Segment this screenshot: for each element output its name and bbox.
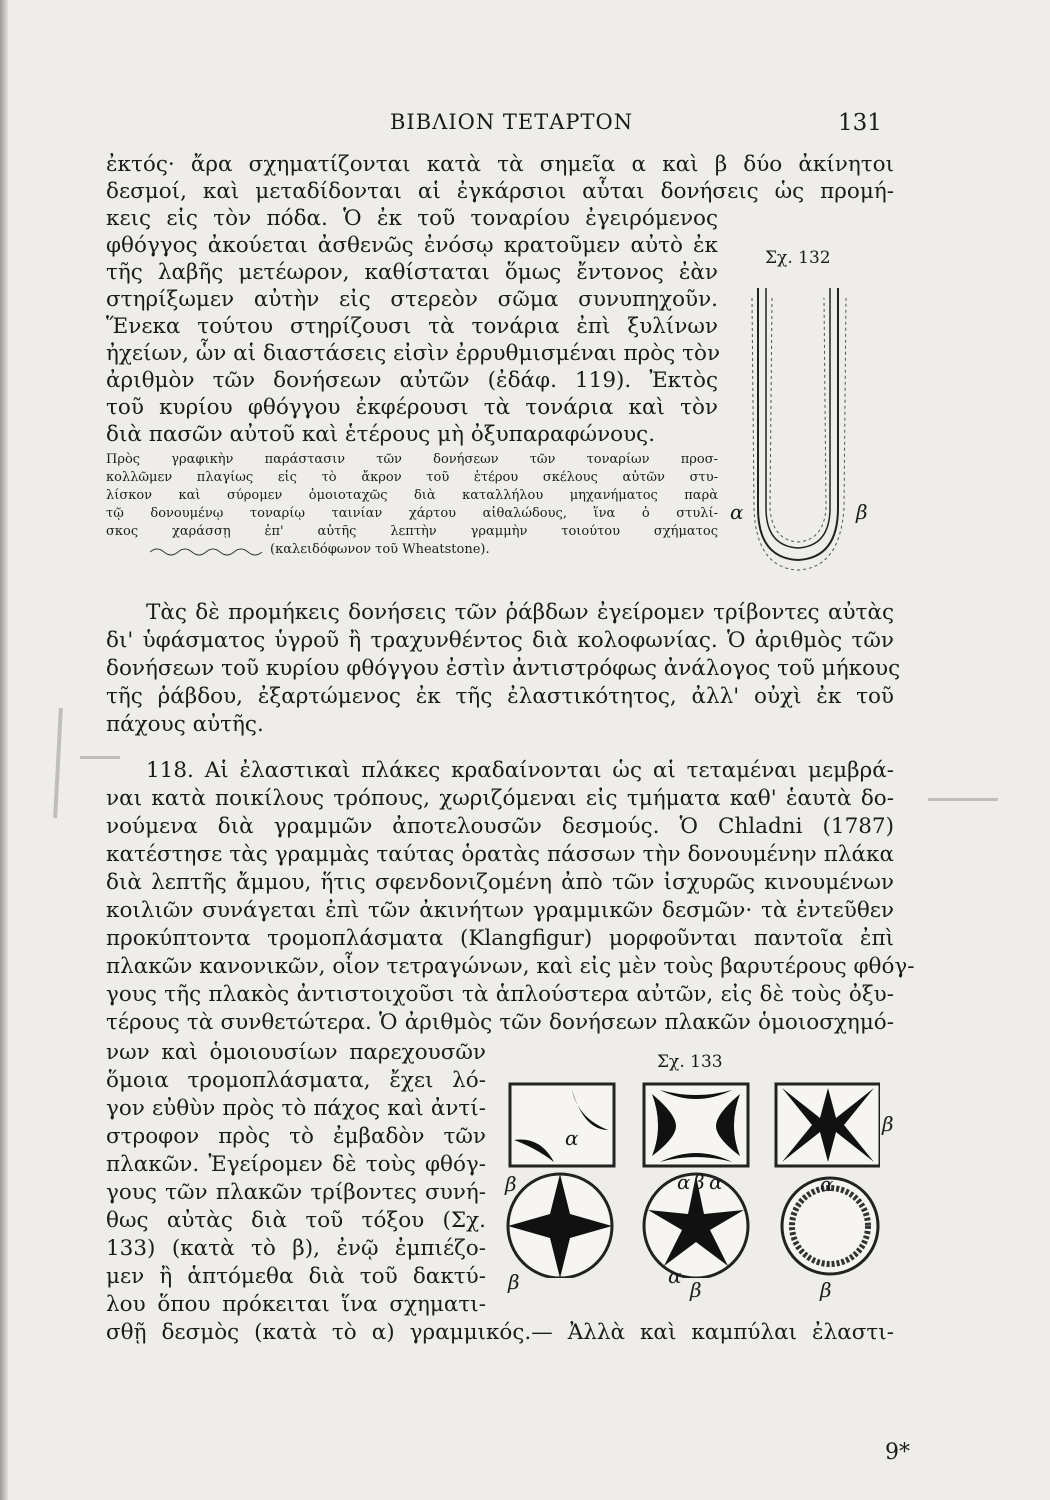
pencil-mark — [80, 756, 120, 759]
figure-133-letter: β — [693, 1170, 705, 1194]
page-number: 131 — [838, 110, 882, 136]
text-line: κατέστησε τὰς γραμμὰς ταύτας ὁρατὰς πάσσων τὴν δονουμένην πλάκα — [106, 842, 894, 867]
text-line: στηρίξωμεν αὐτὴν εἰς στερεὸν σῶμα συνυπηχοῦν. — [106, 287, 718, 312]
text-line: σθῇ δεσμὸς (κατὰ τὸ α) γραμμικός.— Ἀλλὰ καὶ καμπύλαι ἐλαστι- — [106, 1320, 894, 1345]
text-line: γους τῆς πλακὸς ἀντιστοιχοῦσι τὰ ἁπλούστερα αὐτῶν, εἰς δὲ τοὺς ὀξυ- — [106, 982, 894, 1007]
text-line: γον εὐθὺν πρὸς τὸ πάχος καὶ ἀντί- — [106, 1096, 486, 1121]
signature-mark: 9* — [885, 1440, 910, 1465]
figure-133-letter: α — [820, 1172, 834, 1196]
wave-trace — [150, 545, 268, 559]
text-line: τῆς λαβῆς μετέωρον, καθίσταται ὅμως ἔντονος ἐὰν — [106, 260, 718, 285]
text-line: λου ὅπου πρόκειται ἵνα σχηματι- — [106, 1292, 486, 1317]
pencil-mark — [53, 708, 63, 818]
text-line: ἐκτός· ἄρα σχηματίζονται κατὰ τὰ σημεῖα α καὶ β δύο ἀκίνητοι — [106, 152, 894, 177]
text-line: στροφον πρὸς τὸ ἐμβαδὸν τῶν — [106, 1124, 486, 1149]
figure-132-letter-a: α — [730, 500, 744, 524]
figure-133-letter: α — [709, 1170, 723, 1194]
text-line: Ἕνεκα τούτου στηρίζουσι τὰ τονάρια ἐπὶ ξυλίνων — [106, 314, 718, 339]
figure-132-tuning-fork — [728, 278, 868, 578]
text-line: θως αὐτὰς διὰ τοῦ τόξου (Σχ. — [106, 1208, 486, 1233]
text-line: φθόγγος ἀκούεται ἀσθενῶς ἐνόσῳ κρατοῦμεν αὐτὸ ἐκ — [106, 233, 718, 258]
note-line: σκος χαράσσῃ ἐπ' αὐτῆς λεπτὴν γραμμὴν τοιούτου σχήματος — [106, 524, 718, 539]
text-line: διὰ λεπτῆς ἄμμου, ἥτις σφενδονιζομένη ἀπὸ τῶν ἰσχυρῶς κινουμένων — [106, 870, 894, 895]
figure-132-letter-b: β — [856, 500, 868, 524]
pencil-mark — [928, 798, 998, 801]
figure-133-letter: β — [690, 1278, 702, 1302]
note-line: Πρὸς γραφικὴν παράστασιν τῶν δονήσεων τῶν τοναρίων προσ- — [106, 452, 718, 467]
figure-133-letter: β — [508, 1270, 520, 1294]
text-line: νων καὶ ὁμοιουσίων παρεχουσῶν — [106, 1040, 486, 1065]
text-line: ἀριθμὸν τῶν δονήσεων αὐτῶν (ἐδάφ. 119). Ἐκτὸς — [106, 368, 718, 393]
running-head: ΒΙΒΛΙΟΝ ΤΕΤΑΡΤΟΝ — [390, 110, 634, 134]
text-line: Τὰς δὲ προμήκεις δονήσεις τῶν ῥάβδων ἐγείρομεν τρίβοντες αὐτὰς — [146, 600, 894, 625]
text-line: κεις εἰς τὸν πόδα. Ὁ ἐκ τοῦ τοναρίου ἐγειρόμενος — [106, 206, 718, 231]
text-line: τέρους τὰ συνθετώτερα. Ὁ ἀριθμὸς τῶν δονήσεων πλακῶν ὁμοιοσχημό- — [106, 1010, 894, 1035]
section-118-line: 118. Αἱ ἐλαστικαὶ πλάκες κραδαίνονται ὡς αἱ τεταμέναι μεμβρά- — [146, 758, 894, 783]
note-line: κολλῶμεν πλαγίως εἰς τὸ ἄκρον τοῦ ἑτέρου σκέλους αὐτῶν στυ- — [106, 470, 718, 485]
text-line: ἠχείων, ὧν αἱ διαστάσεις εἰσὶν ἐρρυθμισμέναι πρὸς τὸν — [106, 341, 721, 366]
note-line: λίσκον καὶ σύρομεν ὁμοιοταχῶς διὰ καταλλήλου μηχανήματος παρὰ — [106, 488, 718, 503]
text-line: νούμενα διὰ γραμμῶν ἀποτελουσῶν δεσμούς. Ὁ Chladni (1787) — [106, 814, 894, 839]
note-line: (καλειδόφωνον τοῦ Wheatstone). — [270, 542, 490, 557]
text-line: πλακῶν κανονικῶν, οἷον τετραγώνων, καὶ εἰς μὲν τοὺς βαρυτέρους φθόγ- — [106, 954, 915, 979]
figure-133-letter: β — [820, 1278, 832, 1302]
text-line: τῆς ῥάβδου, ἐξαρτώμενος ἐκ τῆς ἐλαστικότητος, ἀλλ' οὐχὶ ἐκ τοῦ — [106, 684, 894, 709]
text-line: τοῦ κυρίου φθόγγου ἐκφέρουσι τὰ τονάρια καὶ τὸν — [106, 395, 718, 420]
figure-133-letter: β — [882, 1112, 894, 1136]
text-line: δεσμοί, καὶ μεταδίδονται αἱ ἐγκάρσιοι αὗται δονήσεις ὡς προμή- — [106, 179, 894, 204]
text-line: γους τῶν πλακῶν τρίβοντες συνή- — [106, 1180, 486, 1205]
text-line: ναι κατὰ ποικίλους τρόπους, χωριζόμεναι εἰς τμήματα καθ' ἑαυτὰ δο- — [106, 786, 894, 811]
text-line: μεν ἢ ἁπτόμεθα διὰ τοῦ δακτύ- — [106, 1264, 486, 1289]
text-line: δι' ὑφάσματος ὑγροῦ ἢ τραχυνθέντος διὰ κολοφωνίας. Ὁ ἀριθμὸς τῶν — [106, 628, 894, 653]
figure-132-label: Σχ. 132 — [765, 248, 831, 268]
figure-133-letter: β — [505, 1172, 517, 1196]
figure-133-letter: α — [565, 1126, 579, 1150]
text-line: δονήσεων τοῦ κυρίου φθόγγου ἐστὶν ἀντιστρόφως ἀνάλογος τοῦ μήκους — [106, 656, 901, 681]
figure-133-label: Σχ. 133 — [657, 1052, 723, 1072]
text-line: πλακῶν. Ἐγείρομεν δὲ τοὺς φθόγ- — [106, 1152, 486, 1177]
figure-133-letter: α — [677, 1170, 691, 1194]
text-line: ὅμοια τρομοπλάσματα, ἔχει λό- — [106, 1068, 486, 1093]
text-line: 133) (κατὰ τὸ β), ἐνῷ ἐμπιέζο- — [106, 1236, 486, 1261]
page-edge-shadow — [0, 0, 8, 1500]
text-line: κοιλιῶν συνάγεται ἐπὶ τῶν ἀκινήτων γραμμικῶν δεσμῶν· τὰ ἐντεῦθεν — [106, 898, 894, 923]
figure-133-letter: α — [668, 1264, 682, 1288]
note-line: τῷ δονουμένῳ τοναρίῳ ταινίαν χάρτου αἰθαλώδους, ἵνα ὁ στυλί- — [106, 506, 718, 521]
text-line: προκύπτοντα τρομοπλάσματα (Klangfigur) μορφοῦνται παντοῖα ἐπὶ — [106, 926, 894, 951]
text-line: πάχους αὐτῆς. — [106, 712, 264, 737]
text-line: διὰ πασῶν αὐτοῦ καὶ ἑτέρους μὴ ὀξυπαραφώνους. — [106, 422, 656, 447]
